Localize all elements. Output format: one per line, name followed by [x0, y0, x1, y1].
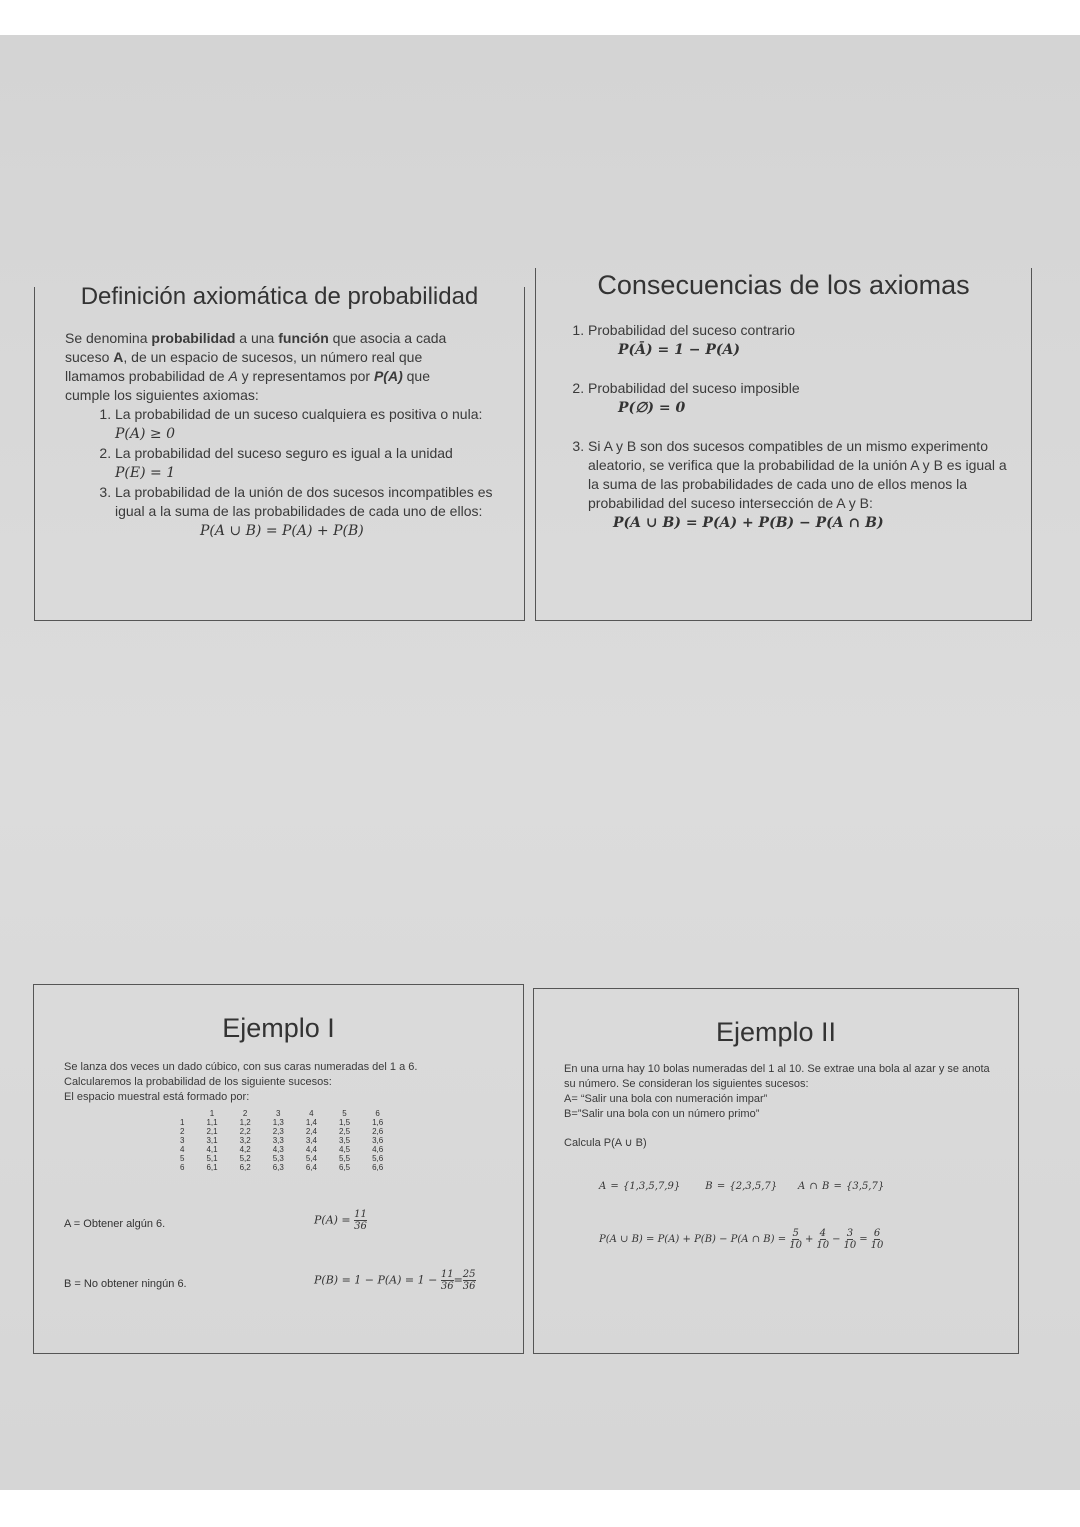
numerator: 5 — [792, 1228, 799, 1239]
table-row — [169, 1163, 394, 1172]
table-cell: 3,3 — [272, 1136, 284, 1145]
table-row — [169, 1118, 394, 1127]
denominator: 36 — [354, 1221, 367, 1232]
axiom-list — [93, 405, 525, 541]
axiom-item — [115, 483, 525, 541]
operator: + — [805, 1234, 814, 1245]
slide-example-1 — [33, 984, 524, 1354]
table-cell: 5,2 — [239, 1154, 251, 1163]
table-cell: 1,5 — [338, 1118, 351, 1127]
slide-axiomatic-definition — [34, 283, 525, 621]
formula: P(A ∪ B) = P(A) + P(B) — [200, 523, 364, 539]
table-row — [169, 1145, 394, 1154]
table-cell: 5,1 — [206, 1154, 218, 1163]
formula-pa — [314, 1209, 367, 1232]
line: Se lanza dos veces un dado cúbico, con sus caras numeradas del 1 a 6. — [64, 1061, 418, 1073]
denominator: 36 — [440, 1281, 454, 1292]
table-cell: 1,1 — [206, 1118, 218, 1127]
denominator: 10 — [816, 1240, 830, 1251]
table-cell: 3 — [180, 1136, 185, 1145]
table-row — [169, 1154, 394, 1163]
table-cell: 2,6 — [372, 1127, 384, 1136]
table-cell: 1,3 — [272, 1118, 284, 1127]
numerator: 3 — [846, 1228, 854, 1239]
item-text: Probabilidad del suceso imposible — [588, 380, 800, 396]
text: que asocia a cada suceso — [65, 330, 447, 365]
text: y representamos por — [237, 368, 374, 384]
text-italic: A — [228, 368, 238, 384]
table-cell: 5,3 — [272, 1154, 284, 1163]
table-cell: 4,2 — [239, 1145, 251, 1154]
table-cell: 2,4 — [305, 1127, 317, 1136]
text: , de un espacio de sucesos, un número real que llamamos probabilidad de — [65, 349, 423, 384]
line: El espacio muestral está formado por: — [64, 1091, 250, 1103]
table-cell — [169, 1109, 195, 1118]
slide-title: Consecuencias de los axiomas — [597, 270, 970, 300]
table-cell: 4,3 — [272, 1145, 284, 1154]
table-cell: 2,5 — [338, 1127, 351, 1136]
line: B=”Salir una bola con un número primo” — [564, 1108, 760, 1120]
table-cell: 6,5 — [338, 1163, 351, 1172]
numerator: 11 — [440, 1269, 454, 1280]
table-cell: 5 — [180, 1154, 185, 1163]
table-cell: 3,2 — [239, 1136, 251, 1145]
slide-title: Definición axiomática de probabilidad — [80, 283, 479, 310]
table-row — [169, 1136, 394, 1145]
denominator: 10 — [870, 1240, 884, 1251]
event-a: A = Obtener algún 6. — [64, 1218, 166, 1230]
line: En una urna hay 10 bolas numeradas del 1 al 10. Se extrae una bola al azar y se anota su número. Se consideran los siguientes sucesos: — [564, 1063, 990, 1090]
set-b: B = {2,3,5,7} — [705, 1181, 778, 1192]
table-cell: 3,6 — [372, 1136, 384, 1145]
slide-title: Ejemplo I — [222, 1013, 335, 1043]
set-a: A = {1,3,5,7,9} — [599, 1181, 681, 1192]
text: P(B) = 1 − P(A) = 1 − — [314, 1273, 438, 1287]
numerator: 6 — [873, 1228, 881, 1239]
fraction — [789, 1228, 802, 1251]
table-cell: 6 — [180, 1163, 185, 1172]
table-cell: 6,3 — [272, 1163, 284, 1172]
slide-title: Ejemplo II — [715, 1017, 837, 1047]
table-cell: 6,6 — [372, 1163, 384, 1172]
table-cell: 1 — [209, 1109, 215, 1118]
table-row — [169, 1109, 394, 1118]
item-text: Si A y B son dos sucesos compatibles de un mismo experimento aleatorio, se verifica que la probabilidad de la unión A y B es igual a la suma de las probabilidades de cada uno de ellos menos la probabilidad del suceso intersección de A y B: — [588, 438, 1007, 511]
denominator: 10 — [789, 1240, 802, 1251]
table-cell: 6 — [375, 1109, 380, 1118]
text: P(A) = — [314, 1213, 351, 1227]
text-bold: función — [278, 330, 329, 346]
table-cell: 1,4 — [305, 1118, 317, 1127]
fraction — [844, 1228, 857, 1251]
formula: P(∅) = 0 — [618, 400, 686, 416]
table-cell: 5,5 — [338, 1154, 351, 1163]
consequence-item — [588, 379, 1018, 437]
numerator: 25 — [462, 1269, 476, 1280]
consequence-item — [588, 321, 1018, 379]
table-cell: 2 — [180, 1127, 185, 1136]
table-cell: 1 — [180, 1118, 185, 1127]
text: que cumple los siguientes axiomas: — [65, 368, 430, 403]
task: Calcula P(A ∪ B) — [564, 1137, 647, 1149]
table-cell: 4 — [180, 1145, 185, 1154]
table-cell: 5 — [342, 1109, 347, 1118]
operator: = — [859, 1234, 868, 1245]
table-cell: 2 — [242, 1109, 248, 1118]
table-cell: 4,1 — [206, 1145, 218, 1154]
axiom-item — [115, 444, 525, 483]
table-cell: 3,5 — [338, 1136, 351, 1145]
table-cell: 4 — [309, 1109, 314, 1118]
table-cell: 1,2 — [239, 1118, 251, 1127]
axiom-text: La probabilidad de un suceso cualquiera es positiva o nula: — [115, 406, 483, 422]
table-row — [169, 1127, 394, 1136]
text-bold: probabilidad — [151, 330, 236, 346]
table-cell: 3,1 — [206, 1136, 218, 1145]
item-text: Probabilidad del suceso contrario — [588, 322, 796, 338]
text-bold: P(A) — [373, 368, 403, 384]
operator: − — [832, 1234, 841, 1245]
fraction — [816, 1228, 829, 1251]
sample-space-table — [169, 1109, 394, 1172]
set-intersection: A ∩ B = {3,5,7} — [798, 1181, 885, 1192]
consequence-item — [588, 437, 1018, 533]
formula: P(A ∪ B) = P(A) + P(B) − P(A ∩ B) — [613, 515, 884, 531]
line: A= “Salir una bola con numeración impar” — [564, 1093, 768, 1105]
slide-consequences — [535, 268, 1032, 621]
consequence-list — [566, 321, 1018, 533]
numerator: 4 — [819, 1228, 826, 1239]
table-cell: 3 — [276, 1109, 281, 1118]
text: P(A ∪ B) = P(A) + P(B) − P(A ∩ B) = — [599, 1234, 787, 1245]
denominator: 36 — [462, 1281, 476, 1292]
table-cell: 4,6 — [372, 1145, 384, 1154]
union-formula — [599, 1228, 1018, 1251]
table-cell: 2,1 — [206, 1127, 218, 1136]
text: a una — [235, 330, 279, 346]
table-cell: 5,4 — [305, 1154, 317, 1163]
intro-paragraph — [65, 329, 465, 405]
text: Se denomina — [65, 330, 152, 346]
formula-pb — [314, 1269, 476, 1292]
event-b: B = No obtener ningún 6. — [64, 1278, 187, 1290]
table-cell: 2,2 — [239, 1127, 251, 1136]
slide-example-2 — [533, 988, 1019, 1354]
table-cell: 5,6 — [372, 1154, 384, 1163]
table-cell: 6,2 — [239, 1163, 251, 1172]
event-b-row — [64, 1269, 514, 1292]
event-a-row — [64, 1209, 504, 1232]
table-cell: 3,4 — [305, 1136, 317, 1145]
text-bold: A — [113, 349, 124, 365]
equals: = — [453, 1273, 463, 1287]
table-cell: 6,1 — [206, 1163, 218, 1172]
formula: P(A) ≥ 0 — [115, 426, 175, 442]
table-cell: 4,5 — [338, 1145, 351, 1154]
example-text — [64, 1060, 523, 1105]
denominator: 10 — [843, 1240, 857, 1251]
table-cell: 4,4 — [305, 1145, 317, 1154]
table-cell: 6,4 — [305, 1163, 317, 1172]
numerator: 11 — [354, 1209, 367, 1220]
table-cell: 2,3 — [272, 1127, 284, 1136]
line: Calcularemos la probabilidad de los siguiente sucesos: — [64, 1076, 332, 1088]
axiom-text: La probabilidad del suceso seguro es igual a la unidad — [115, 445, 453, 461]
formula: P(Ā) = 1 − P(A) — [618, 342, 740, 358]
formula: P(E) = 1 — [115, 465, 176, 481]
axiom-text: La probabilidad de la unión de dos sucesos incompatibles es igual a la suma de las probabilidades de cada uno de ellos: — [115, 484, 493, 519]
table-cell: 1,6 — [372, 1118, 384, 1127]
fraction — [871, 1228, 884, 1251]
example-text — [564, 1062, 1004, 1151]
sets-row — [599, 1181, 1018, 1192]
axiom-item — [115, 405, 525, 444]
